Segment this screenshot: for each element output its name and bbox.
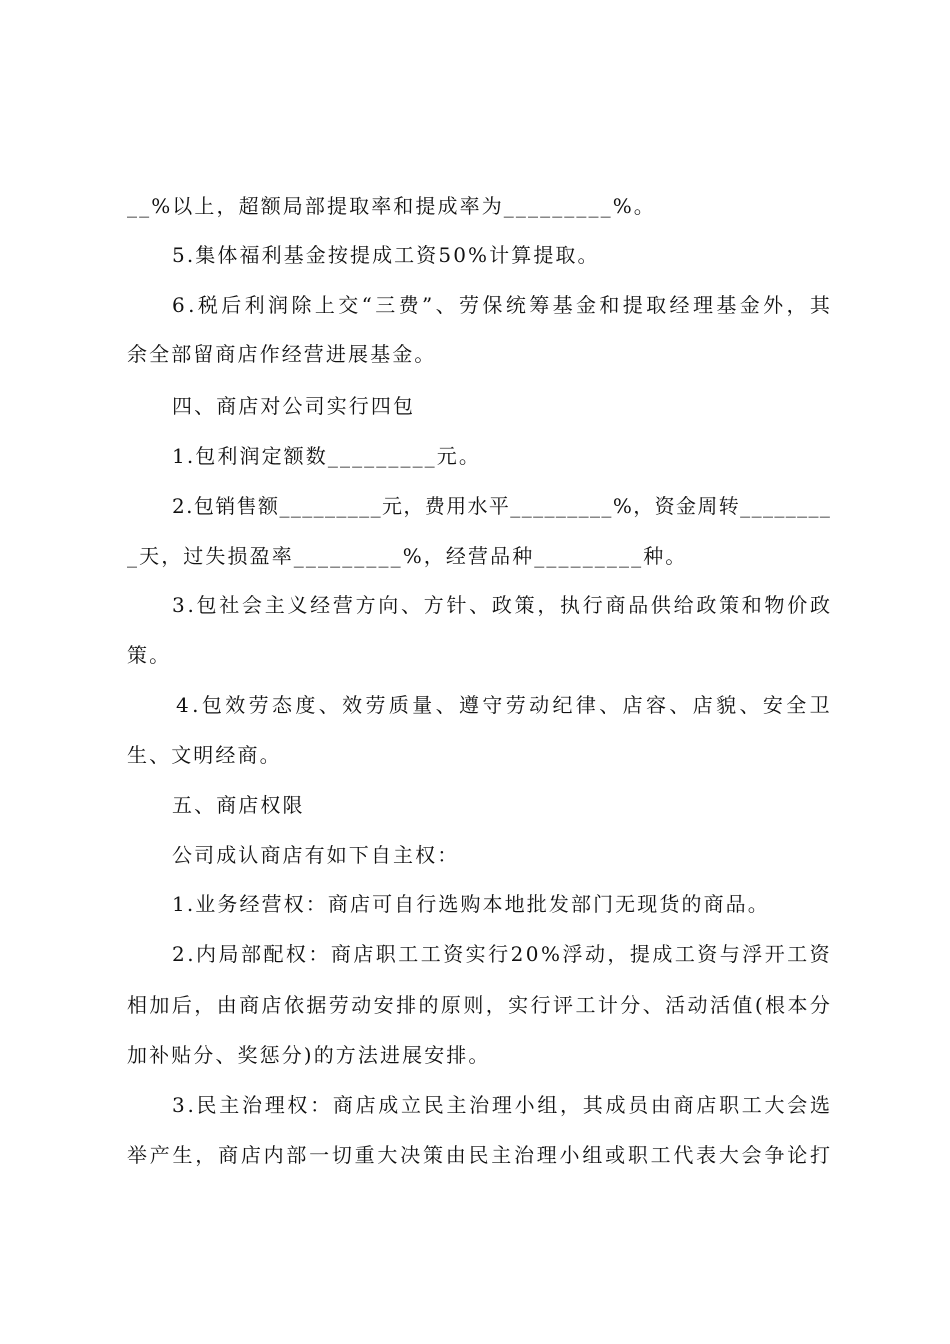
text-line-12: 生、文明经商。 — [127, 743, 282, 767]
text-line-3: 6 . 税 后 利 润 除 上 交 “ 三 费 ” 、 劳 保 统 筹 基 金 和 提 取 经 理 基 金 外 ， 其 — [172, 293, 830, 317]
section-heading-4: 四、商店对公司实行四包 — [172, 394, 416, 418]
text-line-14: 公司成认商店有如下自主权： — [172, 843, 460, 867]
text-line-20: 举 产 生 ， 商 店 内 部 一 切 重 大 决 策 由 民 主 治 理 小 组 或 职 工 代 表 大 会 争 论 打 — [127, 1143, 830, 1167]
text-line-8: _天，过失损盈率_________%，经营品种_________种。 — [127, 544, 688, 568]
text-line-1: __%以上，超额局部提取率和提成率为_________%。 — [127, 194, 656, 218]
text-line-4: 余全部留商店作经营进展基金。 — [127, 342, 437, 366]
text-line-16: 2 . 内 局 部 配 权 ： 商 店 职 工 工 资 实 行 2 0 % 浮 动 ， 提 成 工 资 与 浮 开 工 资 — [172, 942, 830, 966]
text-line-2: 5.集体福利基金按提成工资50%计算提取。 — [172, 243, 600, 267]
text-line-15: 1.业务经营权：商店可自行选购本地批发部门无现货的商品。 — [172, 892, 770, 916]
text-line-10: 策。 — [127, 643, 172, 667]
section-heading-5: 五、商店权限 — [172, 793, 305, 817]
text-line-6: 1.包利润定额数_________元。 — [172, 444, 481, 468]
text-line-19: 3 . 民 主 治 理 权 ： 商 店 成 立 民 主 治 理 小 组 ， 其 成 员 由 商 店 职 工 大 会 选 — [172, 1093, 830, 1117]
text-line-11: 4 . 包 效 劳 态 度 、 效 劳 质 量 、 遵 守 劳 动 纪 律 、 店 容 、 店 貌 、 安 全 卫 — [176, 693, 830, 717]
text-line-18: 加补贴分、奖惩分)的方法进展安排。 — [127, 1043, 491, 1067]
text-line-9: 3 . 包 社 会 主 义 经 营 方 向 、 方 针 、 政 策 ， 执 行 商 品 供 给 政 策 和 物 价 政 — [172, 593, 830, 617]
text-line-7: 2 . 包 销 售 额 _ _ _ _ _ _ _ _ _ 元 ， 费 用 水 平 _ _ _ _ _ _ _ _ _ % ， 资 金 周 转 _ _ _ _ _ _ _ _ — [172, 494, 830, 518]
text-line-17: 相 加 后 ， 由 商 店 依 据 劳 动 安 排 的 原 则 ， 实 行 评 工 计 分 、 活 动 活 值 ( 根 本 分 — [127, 993, 830, 1017]
